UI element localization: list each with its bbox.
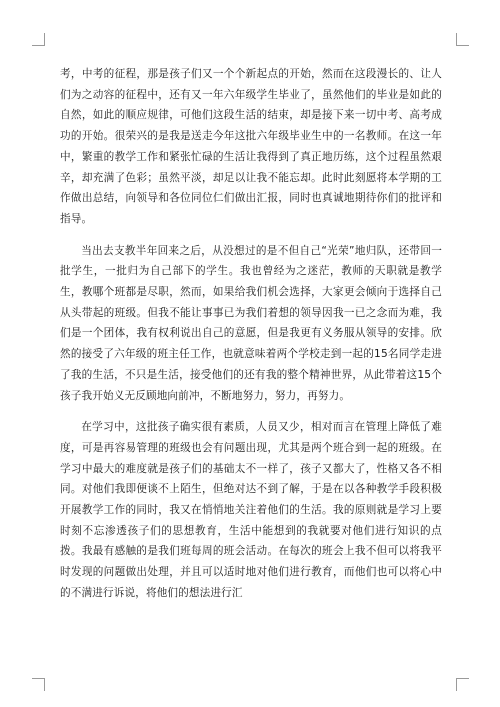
page-corner-mark-top-right [456, 33, 469, 46]
page-corner-mark-bottom-left [32, 678, 45, 691]
paragraph-3: 在学习中，这批孩子确实很有素质，人员又少，相对而言在管理上降低了难度，可是再容易管理的班级也会有问题出现，尤其是两个班合到一起的班级。在学习中最大的难度就是孩子们的基础太不一样了，孩子又都大了，性格又各不相同。对他们我即便谈不上陌生，但绝对达不到了解，于是在以各种教学手段积极开展教学工作的同时，我又在悄悄地关注着他们的生活。我的原则就是学习上要时刻不忘渗透孩子们的思想教育，生活中能想到的我就要对他们进行知识的点拨。我最有感触的是我们班每周的班会活动。在每次的班会上我不但可以将我平时发现的问题做出处理，并且可以适时地对他们进行教育，而他们也可以将心中的不满进行诉说，将他们的想法进行汇 [60, 421, 442, 599]
page-corner-mark-bottom-right [456, 678, 469, 691]
page-corner-mark-top-left [32, 33, 45, 46]
paragraph-1: 考，中考的征程，那是孩子们又一个个新起点的开始，然而在这段漫长的、让人们为之动容的征程中，还有又一年六年级学生毕业了，虽然他们的毕业是如此的自然，如此的顺应规律，可他们这段生活的结束，却是接下来一切中考、高考成功的开始。很荣兴的是我是送走今年这批六年级毕业生中的一名教师。在这一年中，繁重的教学工作和紧张忙碌的生活让我得到了真正地历练，这个过程虽然艰辛，却充满了色彩；虽然平淡，却足以让我不能忘却。此时此刻愿将本学期的工作做出总结，向领导和各位同位仁们做出汇报，同时也真诚地期待你们的批评和指导。 [60, 68, 442, 225]
paragraph-2: 当出去支教半年回来之后，从没想过的是不但自己“光荣”地归队，还带回一批学生，一批归为自己部下的学生。我也曾经为之迷茫，教师的天职就是教学生，教哪个班都是尽职，然而，如果给我们机会选择，大家更会倾向于选择自己从头带起的班级。但我不能让事事已为我们着想的领导因我一已之念而为难，我们是一个团体，我有权利说出自己的意愿，但是我更有义务服从领导的安排。欣然的接受了六年级的班主任工作，也就意味着两个学校走到一起的15名同学走进了我的生活，不只是生活，接受他们的还有我的整个精神世界，从此带着这15个孩子我开始义无反顾地向前冲，不断地努力，努力，再努力。 [60, 244, 442, 402]
document-body [60, 64, 442, 615]
